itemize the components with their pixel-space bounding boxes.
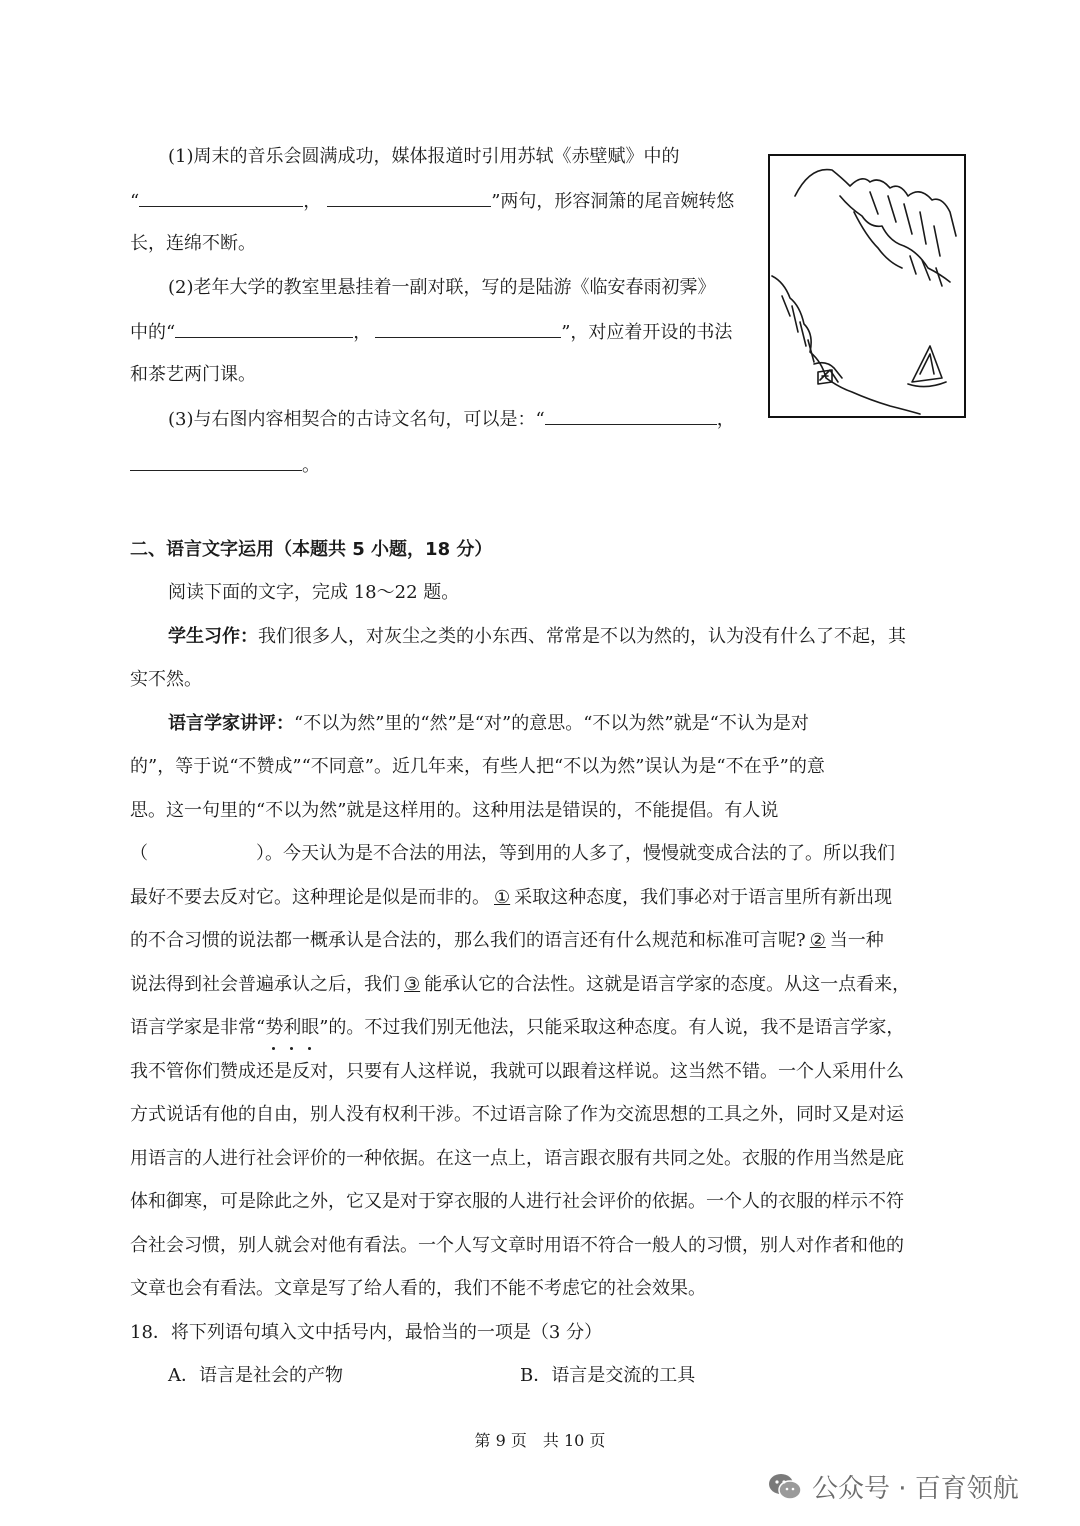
dotted-phrase-text: 势利眼: [265, 1017, 320, 1038]
watermark-text: 公众号 · 百育领航: [812, 1474, 1019, 1504]
page-number: 第 9 页 共 10 页: [474, 1431, 606, 1450]
q1-line1: (1)周末的音乐会圆满成功，媒体报道时引用苏轼《赤壁赋》中的: [168, 146, 680, 167]
q3-end: 。: [302, 455, 320, 476]
section2-instruction: 阅读下面的文字，完成 18～22 题。: [168, 582, 460, 603]
passage-line-10: 方式说话有他的自由，别人没有权利干涉。不过语言除了作为交流思想的工具之外，同时又是对运: [130, 1104, 904, 1125]
option-a[interactable]: A．语言是社会的产物: [168, 1365, 343, 1386]
passage-line-6: [130, 927, 884, 955]
passage-line-7: [130, 971, 910, 999]
passage-line-7-post: 能承认它的合法性。这就是语言学家的态度。从这一点看来，: [424, 974, 911, 995]
q1-sep: ，: [303, 191, 322, 212]
q2-blank-1[interactable]: [175, 317, 353, 338]
student-essay-line1: [168, 623, 906, 651]
emphasis-dotted-phrase: [265, 1017, 319, 1038]
passage-line-6-pre: 的不合习惯的说法都一概承认是合法的，那么我们的语言还有什么规范和标准可言呢?: [130, 930, 806, 951]
q2-line2: [130, 317, 732, 347]
q2-line1: (2)老年大学的教室里悬挂着一副对联，写的是陆游《临安春雨初霁》: [168, 277, 716, 298]
passage-line-4-text: ）。今天认为是不合法的用法，等到用的人多了，慢慢就变成合法的了。所以我们: [256, 843, 895, 864]
q3-blank-2[interactable]: [130, 450, 302, 471]
q2-sep: ，: [353, 322, 372, 343]
passage-line-5-post: 采取这种态度，我们事必对于语言里所有新出现: [514, 887, 893, 908]
expert-comment-label: 语言学家讲评：: [168, 713, 294, 734]
passage-line-13: 合社会习惯，别人就会对他有看法。一个人写文章时用语不符合一般人的习惯，别人对作者和他的: [130, 1235, 904, 1256]
option-b[interactable]: B．语言是交流的工具: [520, 1365, 696, 1386]
emphasis-dot: [308, 1047, 311, 1050]
section2-heading: 二、语言文字运用（本题共 5 小题，18 分）: [130, 539, 493, 560]
wechat-watermark: [768, 1468, 1019, 1505]
passage-line-9: 我不管你们赞成还是反对，只要有人这样说，我就可以跟着这样说。这当然不错。一个人采用什么: [130, 1061, 904, 1082]
bracket-open: （: [130, 843, 148, 864]
q2-close: ”，对应着开设的书法: [561, 322, 733, 343]
expert-comment-line1: [168, 710, 809, 738]
q3-blank-1[interactable]: [545, 404, 717, 425]
passage-line-8-pre: 语言学家是非常“: [130, 1017, 266, 1038]
passage-line-5-pre: 最好不要去反对它。这种理论是似是而非的。: [130, 887, 490, 908]
passage-line-8-post: ”的。不过我们别无他法，只能采取这种态度。有人说，我不是语言学家，: [319, 1017, 905, 1038]
q3-line2: [130, 450, 320, 480]
q1-line2: [130, 186, 734, 216]
landscape-illustration: [768, 154, 966, 418]
expert-comment-text: “不以为然”里的“然”是“对”的意思。“不以为然”就是“不认为是对: [294, 713, 809, 734]
student-essay-label: 学生习作：: [168, 626, 258, 647]
q1-open-quote: “: [130, 191, 140, 212]
q2-open: 中的“: [130, 322, 176, 343]
passage-line-6-post: 当一种: [829, 930, 884, 951]
emphasis-dot: [272, 1047, 275, 1050]
blank-marker-3[interactable]: ③: [404, 974, 421, 995]
mountain-boat-drawing: [770, 156, 964, 416]
q1-blank-1[interactable]: [139, 186, 303, 207]
passage-line-11: 用语言的人进行社会评价的一种依据。在这一点上，语言跟衣服有共同之处。衣服的作用当然是庇: [130, 1148, 904, 1169]
passage-line-5: [130, 884, 892, 912]
passage-line-12: 体和御寒，可是除此之外，它又是对于穿衣服的人进行社会评价的依据。一个人的衣服的样示不符: [130, 1191, 904, 1212]
blank-marker-1[interactable]: ①: [494, 887, 511, 908]
student-essay-text: 我们很多人，对灰尘之类的小东西、常常是不以为然的，认为没有什么了不起，其: [258, 626, 906, 647]
q1-close: ”两句，形容洞箫的尾音婉转悠: [491, 191, 735, 212]
passage-line-14: 文章也会有看法。文章是写了给人看的，我们不能不考虑它的社会效果。: [130, 1278, 706, 1299]
passage-line-2: 的”，等于说“不赞成”“不同意”。近几年来，有些人把“不以为然”误认为是“不在乎”的意: [130, 756, 825, 777]
q3-sep: ，: [716, 409, 735, 430]
q3-line1: [168, 404, 735, 434]
q3-text: (3)与右图内容相契合的古诗文名句，可以是：“: [168, 409, 545, 430]
passage-line-8: [130, 1014, 904, 1042]
blank-marker-2[interactable]: ②: [809, 930, 826, 951]
student-essay-line2: 实不然。: [130, 669, 202, 690]
wechat-icon: [768, 1472, 802, 1502]
passage-line-3: 思。这一句里的“不以为然”就是这样用的。这种用法是错误的，不能提倡。有人说: [130, 800, 779, 821]
q1-line3: 长，连绵不断。: [130, 233, 256, 254]
question-18-stem: 18．将下列语句填入文中括号内，最恰当的一项是（3 分）: [130, 1322, 603, 1343]
q1-blank-2[interactable]: [327, 186, 491, 207]
passage-line-7-pre: 说法得到社会普遍承认之后，我们: [130, 974, 400, 995]
passage-line-4: [130, 840, 895, 868]
q2-line3: 和茶艺两门课。: [130, 364, 256, 385]
q2-blank-2[interactable]: [375, 317, 561, 338]
emphasis-dot: [290, 1047, 293, 1050]
